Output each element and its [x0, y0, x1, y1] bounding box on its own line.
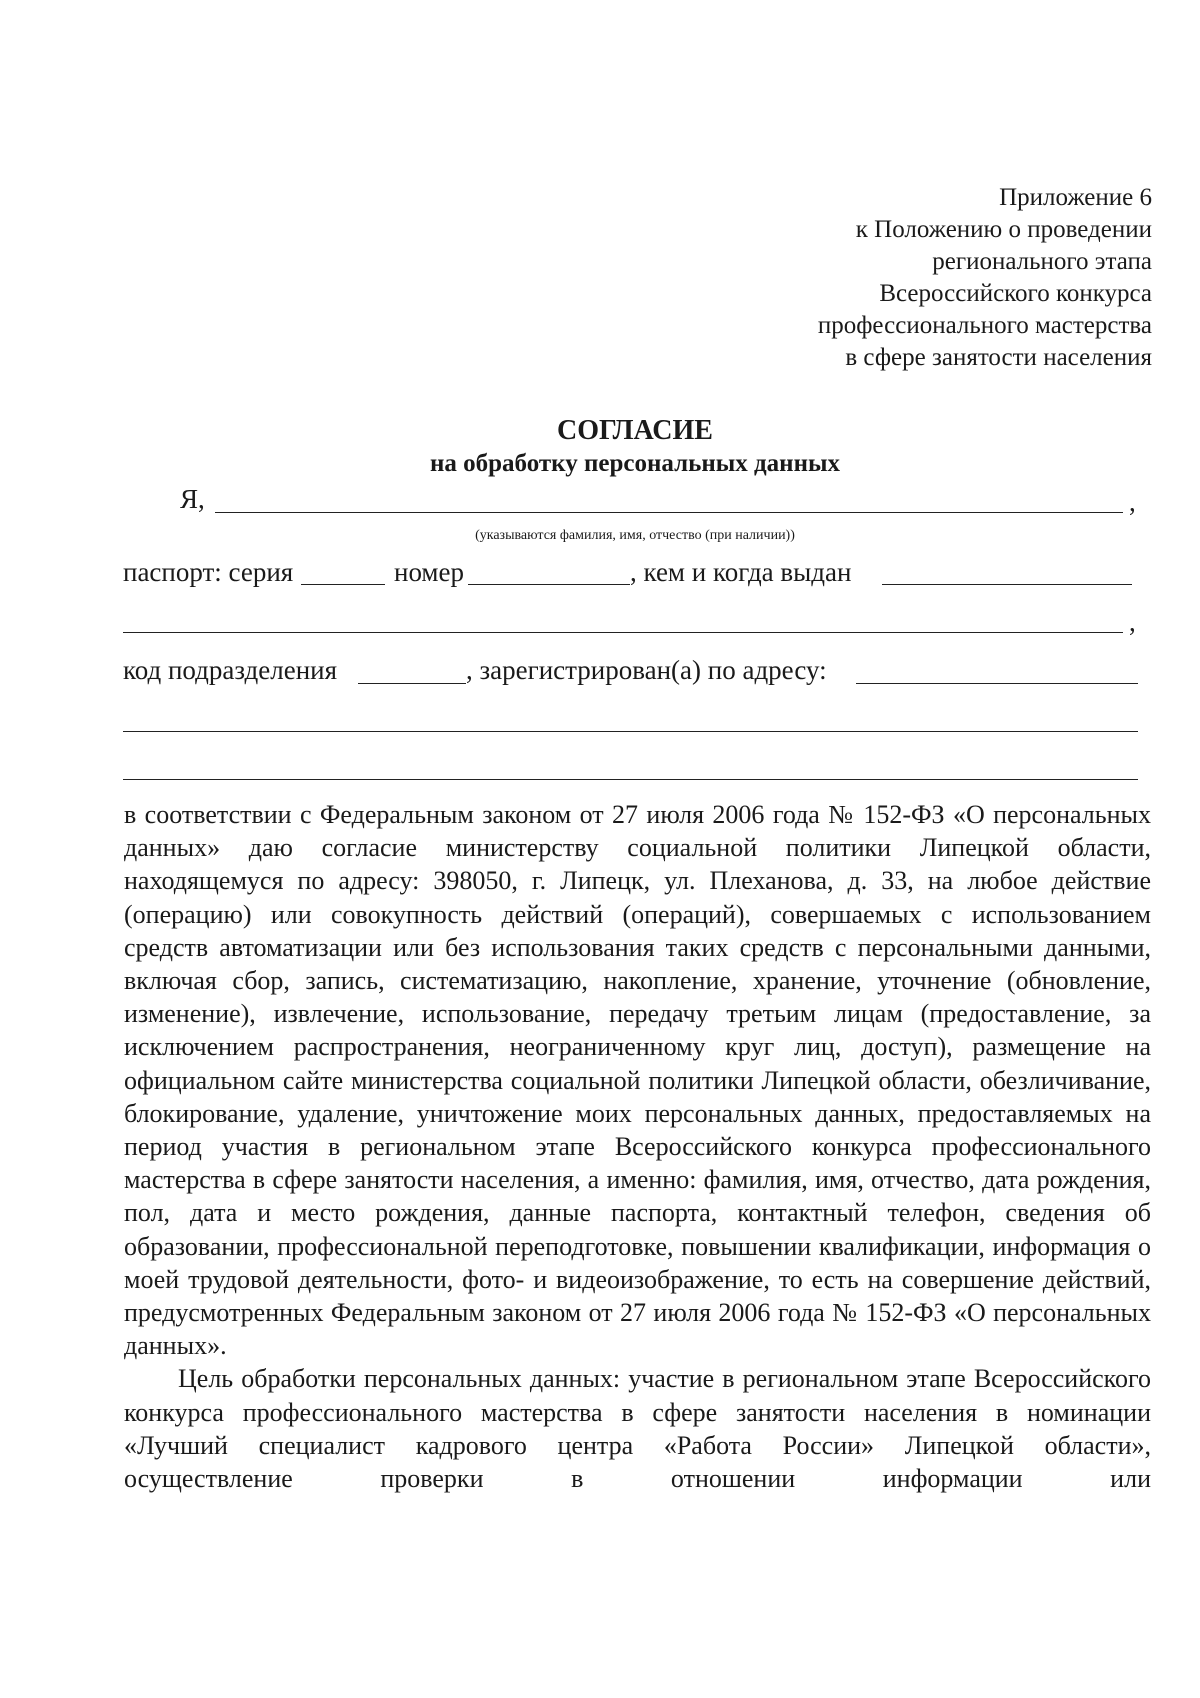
i-label: Я, [180, 484, 205, 514]
address-field-line-3[interactable] [123, 779, 1138, 780]
issued-by-field-cont[interactable] [123, 632, 1123, 633]
division-code-field[interactable] [358, 683, 466, 684]
division-code-label: код подразделения [123, 655, 338, 685]
passport-number-field[interactable] [468, 584, 630, 585]
comma: , [1129, 607, 1136, 637]
issued-by-field[interactable] [882, 584, 1132, 585]
comma: , [1129, 487, 1136, 517]
document-subtitle: на обработку персональных данных [430, 450, 840, 477]
registered-label: , зарегистрирован(а) по адресу: [466, 655, 827, 685]
issued-label: , кем и когда выдан [630, 557, 852, 587]
passport-series-field[interactable] [301, 584, 385, 585]
fio-hint: (указываются фамилия, имя, отчество (при наличии)) [475, 528, 795, 543]
document-title: СОГЛАСИЕ [557, 415, 713, 446]
appendix-header [652, 182, 1152, 374]
appendix-line: Всероссийского конкурса [879, 280, 1152, 307]
address-field[interactable] [856, 683, 1138, 684]
address-field-line-2[interactable] [123, 731, 1138, 732]
consent-paragraph-1: в соответствии с Федеральным законом от 27 июля 2006 года № 152-ФЗ «О персональных данных» даю согласие министерству социальной политики Липецкой области, находящемуся по адресу: 398050, г. Липецк, ул. Плеханова, д. 33, на любое действие (операцию) или совокупность действий (операций), совершаемых с использованием средств автоматизации или без использования таких средств с персональными данными, включая сбор, запись, систематизацию, накопление, хранение, уточнение (обновление, изменение), извлечение, использование, передачу третьим лицам (предоставление, за исключением распространения, неограниченному круг лиц, доступ), размещение на официальном сайте министерства социальной политики Липецкой области, обезличивание, блокирование, удаление, уничтожение моих персональных данных, предоставляемых на период участия в региональном этапе Всероссийского конкурса профессионального мастерства в сфере занятости населения, а именно: фамилия, имя, отчество, дата рождения, пол, дата и место рождения, данные паспорта, контактный телефон, сведения об образовании, профессиональной переподготовке, повышении квалификации, информация о моей трудовой деятельности, фото- и видеоизображение, то есть на совершение действий, предусмотренных Федеральным законом от 27 июля 2006 года № 152-ФЗ «О персональных данных». [124, 800, 1151, 1361]
passport-series-label: паспорт: серия [123, 557, 294, 587]
appendix-line: к Положению о проведении [855, 216, 1152, 243]
appendix-line: Приложение 6 [999, 184, 1152, 211]
appendix-line: профессионального мастерства [817, 312, 1152, 339]
consent-paragraph-2: Цель обработки персональных данных: участие в региональном этапе Всероссийского конкурса профессионального мастерства в сфере занятости населения в номинации «Лучший специалист кадрового центра «Работа России» Липецкой области», осуществление проверки в отношении информации или [124, 1364, 1151, 1494]
passport-number-label: номер [394, 557, 465, 587]
fio-field-line[interactable] [215, 512, 1123, 513]
appendix-line: в сфере занятости населения [845, 344, 1152, 371]
consent-body [124, 798, 1151, 1495]
appendix-line: регионального этапа [932, 248, 1152, 275]
